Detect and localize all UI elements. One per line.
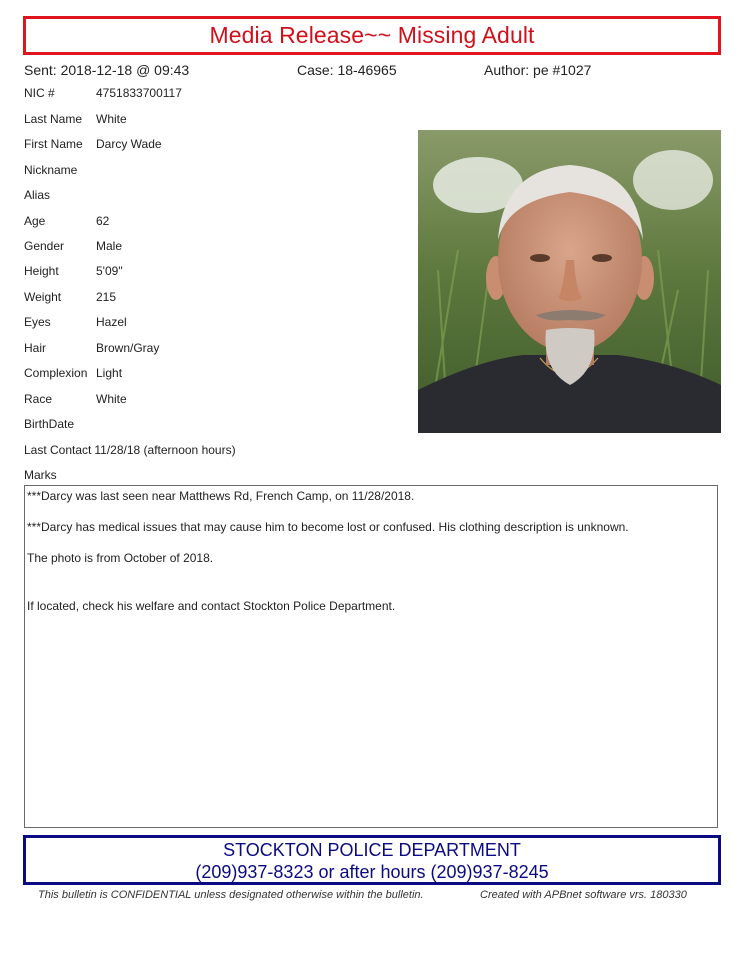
field-height [24, 264, 123, 278]
software-credit: Created with APBnet software vrs. 180330 [480, 889, 687, 901]
field-label: Complexion [24, 366, 88, 380]
field-alias [24, 188, 96, 202]
agency-phones: (209)937-8323 or after hours (209)937-8245 [195, 862, 549, 882]
field-value: 62 [96, 214, 110, 228]
field-label: BirthDate [24, 417, 75, 431]
field-first-name [24, 137, 162, 151]
field-label: Eyes [24, 315, 51, 329]
bulletin-title-box [23, 16, 721, 55]
field-hair [24, 341, 159, 355]
field-label: Nickname [24, 163, 78, 177]
field-label: Height [24, 264, 59, 278]
field-eyes [24, 315, 127, 329]
field-label: Last Name [24, 112, 83, 126]
bulletin-title: Media Release~~ Missing Adult [209, 22, 535, 48]
field-value: Hazel [96, 315, 127, 329]
field-label: Gender [24, 239, 65, 253]
author: Author: pe #1027 [484, 62, 592, 78]
agency-contact-box [23, 835, 721, 885]
field-value: White [96, 392, 127, 406]
field-label: Marks [24, 468, 57, 482]
case-number: Case: 18-46965 [297, 62, 397, 78]
field-birthdate [24, 417, 96, 431]
field-label: Weight [24, 290, 62, 304]
agency-name: STOCKTON POLICE DEPARTMENT [223, 840, 521, 860]
missing-person-photo [418, 130, 721, 433]
field-last-contact [24, 443, 236, 457]
field-label: Hair [24, 341, 47, 355]
marks-line-last-seen: ***Darcy was last seen near Matthews Rd, French Camp, on 11/28/2018. [27, 489, 415, 503]
field-label: Alias [24, 188, 51, 202]
field-value: 215 [96, 290, 117, 304]
marks-description-box [24, 485, 718, 828]
field-complexion [24, 366, 122, 380]
field-value: Light [96, 366, 123, 380]
field-race [24, 392, 127, 406]
field-label: NIC # [24, 86, 55, 100]
field-nickname [24, 163, 96, 177]
field-value: 4751833700117 [96, 86, 182, 100]
marks-line-photo-date: The photo is from October of 2018. [27, 551, 214, 565]
field-value: Brown/Gray [96, 341, 160, 355]
field-nic [24, 86, 182, 100]
field-marks [24, 468, 96, 482]
field-age [24, 214, 109, 228]
field-value: Darcy Wade [96, 137, 162, 151]
field-value: 5'09" [96, 264, 123, 278]
field-label: First Name [24, 137, 83, 151]
field-gender [24, 239, 122, 253]
field-weight [24, 290, 116, 304]
field-label: Last Contact [24, 443, 92, 457]
marks-line-instructions: If located, check his welfare and contact Stockton Police Department. [27, 599, 396, 613]
marks-line-medical: ***Darcy has medical issues that may cause him to become lost or confused. His clothing description is unknown. [27, 520, 629, 534]
field-label: Age [24, 214, 46, 228]
field-label: Race [24, 392, 53, 406]
field-last-name [24, 112, 127, 126]
field-value: 11/28/18 (afternoon hours) [94, 443, 236, 457]
confidential-notice: This bulletin is CONFIDENTIAL unless designated otherwise within the bulletin. [38, 889, 424, 901]
field-value: White [96, 112, 127, 126]
sent-timestamp: Sent: 2018-12-18 @ 09:43 [24, 62, 190, 78]
field-value: Male [96, 239, 123, 253]
